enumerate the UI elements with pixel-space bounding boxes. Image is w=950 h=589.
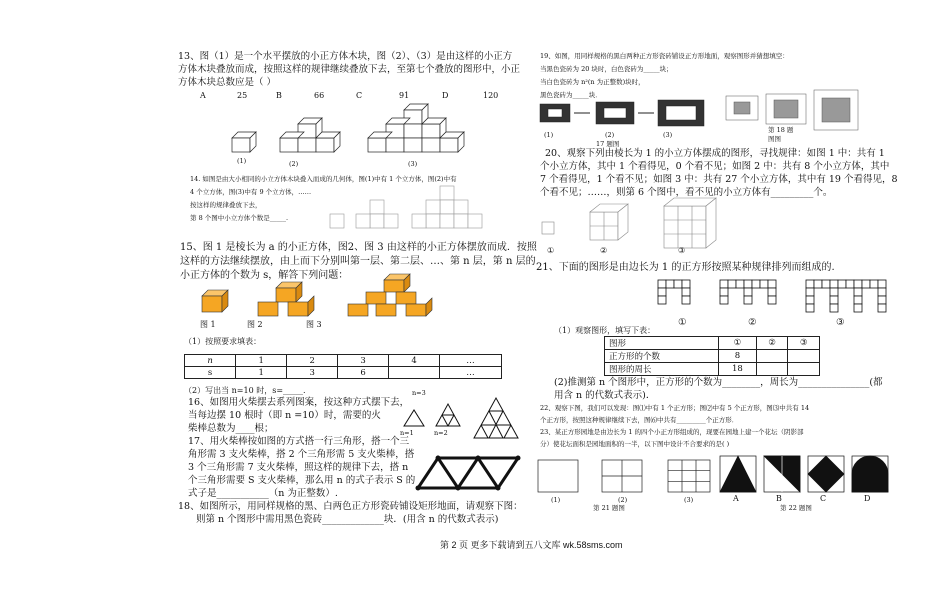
table-cell: 正方形的个数 bbox=[605, 350, 719, 363]
q23-line2: 分）使花坛面积是园地面积的一半，以下图中设计不合要求的是( ) bbox=[540, 440, 730, 448]
q23-option-c: C bbox=[820, 494, 827, 503]
q16-line1: 16、如图用火柴摆去系列图案，按这种方式摆下去， bbox=[188, 397, 410, 408]
q20-fig1-label: ① bbox=[547, 246, 555, 255]
table-cell: 图形 bbox=[605, 337, 719, 350]
table-cell: 6 bbox=[338, 367, 389, 379]
cube-staircase-figure bbox=[330, 178, 520, 238]
q21-subq2b: 用含 n 的代数式表示)． bbox=[554, 390, 656, 401]
q15-subq1: （1）按照要求填表： bbox=[184, 337, 262, 346]
q14-line3: 按这样的规律叠放下去， bbox=[190, 201, 262, 209]
q19-line1: 19、如图，用同样规格的黑白两种正方形瓷砖铺设正方形地面，观察图形并猜想填空： bbox=[540, 52, 789, 60]
table-row bbox=[605, 363, 820, 376]
q18-grid-figure bbox=[726, 90, 858, 130]
q22-line2: 个正方形，按照这种规律继续下去，图⑹中共有_________个正方形． bbox=[540, 416, 739, 424]
q23-fig2-label: (2) bbox=[618, 496, 628, 504]
q19-line3: 当白色瓷砖为 n²(n 为正整数)块时， bbox=[540, 78, 645, 86]
q15-line3: 小正方体的个数为 s，解答下列问题： bbox=[180, 270, 349, 281]
match-triangles-figure bbox=[394, 389, 528, 452]
q15-line2: 这样的方法继续摆放，由上而下分别叫第一层、第二层、…、第 n 层，第 n 层的 bbox=[180, 256, 536, 267]
q13-value-b: 66 bbox=[314, 91, 325, 100]
q23-option-a: A bbox=[733, 494, 739, 503]
table-row bbox=[185, 367, 502, 379]
q14-line4: 第 8 个图中小立方体个数是_____. bbox=[190, 214, 289, 222]
q22-line1: 22、观察下图，我们可以发现：图⑴中有 1 个正方形；图⑵中有 5 个正方形，图⑶中共有 14 bbox=[540, 404, 810, 412]
match-triangle-row-figure bbox=[412, 452, 528, 496]
q19-line2: 当黑色瓷砖为 20 块时，白色瓷砖为_____块； bbox=[540, 65, 673, 73]
q14-line1: 14. 如图是由大小相同的小立方体木块叠入而成的几何体，图(1)中有 1 个立方体，图(2)中有 bbox=[190, 175, 457, 183]
q21-subq2a: (2)推测第 n 个图形中，正方形的个数为________，周长为_______________(都 bbox=[554, 377, 883, 388]
q21-table bbox=[604, 336, 820, 376]
q19-line4: 黑色瓷砖为_____块． bbox=[540, 91, 602, 99]
page-footer: 第 2 页 更多下载请到五八文库 wk.58sms.com bbox=[440, 540, 623, 550]
q15-line1: 15、图 1 是棱长为 a 的小正方体，图2、图 3 由这样的小正方体摆放而成．按照 bbox=[180, 242, 537, 253]
q21-caption: 第 21 题图 bbox=[593, 504, 625, 512]
q20-line2: 个小立方体，其中 1 个看得见，0 个看不见；如图 2 中：共有 8 个小立方体，其中 bbox=[540, 161, 890, 172]
q15-fig3-label: 图 3 bbox=[306, 320, 322, 329]
q15-fig2-label: 图 2 bbox=[247, 320, 263, 329]
table-cell: … bbox=[440, 367, 502, 379]
q13-line1: 13、图（1）是一个水平摆放的小正方体木块，图（2）、（3）是由这样的小正方 bbox=[178, 51, 513, 62]
q17-line5: 式子是___________（n 为正整数）. bbox=[188, 488, 338, 499]
tile-patterns-figure bbox=[538, 100, 858, 146]
q13-option-c: C bbox=[356, 91, 363, 100]
flowerbed-options bbox=[720, 456, 888, 492]
square-comb-figure bbox=[656, 276, 896, 322]
table-cell: ① bbox=[719, 337, 757, 350]
table-cell: 图形的周长 bbox=[605, 363, 719, 376]
table-cell: ② bbox=[756, 337, 788, 350]
table-cell bbox=[756, 350, 788, 363]
table-cell bbox=[788, 350, 820, 363]
q20-fig3-label: ③ bbox=[678, 246, 686, 255]
q19-caption-18a: 第 18 题 bbox=[768, 126, 794, 134]
table-cell: 18 bbox=[719, 363, 757, 376]
table-cell bbox=[389, 367, 440, 379]
q19-caption-17: 17 题图 bbox=[596, 140, 620, 148]
q21-fig3-label: ③ bbox=[836, 317, 845, 328]
q13-value-a: 25 bbox=[237, 91, 248, 100]
square-grids-figure bbox=[536, 452, 896, 504]
q13-fig2-label: (2) bbox=[289, 160, 299, 168]
q23-option-b: B bbox=[776, 494, 782, 503]
q13-line3: 方体木块总数应是（ ） bbox=[178, 77, 277, 88]
q15-table bbox=[184, 354, 502, 379]
table-cell: 3 bbox=[338, 355, 389, 367]
q13-option-d: D bbox=[442, 91, 449, 100]
table-cell: 4 bbox=[389, 355, 440, 367]
q23-fig3-label: (3) bbox=[684, 496, 694, 504]
table-row bbox=[185, 355, 502, 367]
q20-fig2-label: ② bbox=[600, 246, 608, 255]
orange-cubes-figure bbox=[200, 278, 450, 322]
q17-line3: 3 个三角形需 7 支火柴棒，照这样的规律下去，搭 n bbox=[188, 462, 409, 473]
cube-blocks-figure bbox=[540, 200, 770, 252]
table-cell bbox=[756, 363, 788, 376]
q21-fig1-label: ① bbox=[678, 317, 687, 328]
q16-n1-label: n=1 bbox=[400, 429, 414, 437]
table-cell bbox=[788, 363, 820, 376]
table-cell: 2 bbox=[287, 355, 338, 367]
q13-value-d: 120 bbox=[483, 91, 499, 100]
q23-fig1-label: (1) bbox=[551, 496, 561, 504]
q19-caption-18b: 图图 bbox=[768, 135, 781, 143]
table-cell: ③ bbox=[788, 337, 820, 350]
q19-fig2-label: (2) bbox=[605, 131, 615, 139]
q17-line4: 个三角形需要 S 支火柴棒，那么用 n 的式子表示 S 的 bbox=[188, 475, 416, 486]
table-cell: 8 bbox=[719, 350, 757, 363]
q23-line1: 23、某正方形园地是由边长为 1 的四个小正方形组成的，现要在园地上建一个花坛（阴影部 bbox=[540, 428, 804, 436]
stacked-cubes-figure bbox=[228, 108, 458, 168]
q21-fig2-label: ② bbox=[748, 317, 757, 328]
q16-line2: 当每边摆 10 根时（即 n =10）时，需要的火 bbox=[188, 410, 381, 421]
q19-fig1-label: (1) bbox=[544, 131, 554, 139]
q21-subq1: （1）观察图形，填写下表： bbox=[554, 326, 656, 335]
q14-line2: 4 个立方体，图(3)中有 9 个立方体，…… bbox=[190, 188, 312, 196]
q17-line2: 角形需 3 支火柴棒，搭 2 个三角形需 5 支火柴棒，搭 bbox=[188, 449, 415, 460]
table-row bbox=[605, 350, 820, 363]
q16-n3-label: n=3 bbox=[412, 389, 426, 397]
q23-option-d: D bbox=[864, 494, 871, 503]
q20-line1: 20、观察下列由棱长为 1 的小立方体摆成的图形，寻找规律：如图 1 中：共有 1 bbox=[545, 148, 885, 159]
q18-line1: 18、如图所示，用同样规格的黑、白两色正方形瓷砖铺设矩形地面，请观察下图： bbox=[178, 501, 523, 512]
table-cell: 1 bbox=[236, 355, 287, 367]
q20-line3: 7 个看得见，1 个看不见；如图 3 中：共有 27 个小立方体，其中有 19 个看得见，8 bbox=[540, 174, 898, 185]
q13-line2: 方体木块叠放而成，按照这样的规律继续叠放下去，至第七个叠放的图形中，小正 bbox=[178, 64, 521, 75]
q15-subq2: （2）写出当 n=10 时，s=_____. bbox=[184, 386, 306, 395]
q13-value-c: 91 bbox=[399, 91, 410, 100]
q16-n2-label: n=2 bbox=[434, 429, 448, 437]
q15-fig1-label: 图 1 bbox=[200, 320, 216, 329]
q21-line1: 21、下面的图形是由边长为 1 的正方形按照某种规律排列而组成的. bbox=[536, 262, 835, 273]
table-cell: 1 bbox=[236, 367, 287, 379]
q16-line3: 柴棒总数为____根； bbox=[188, 423, 274, 434]
table-cell: s bbox=[185, 367, 236, 379]
q13-option-b: B bbox=[276, 91, 282, 100]
table-cell: 3 bbox=[287, 367, 338, 379]
q22-caption: 第 22 题图 bbox=[780, 504, 812, 512]
q18-line2: 则第 n 个图形中需用黑色瓷砖_____________块．(用含 n 的代数式表示) bbox=[196, 514, 499, 525]
q13-option-a: A bbox=[200, 91, 206, 100]
q17-line1: 17、用火柴棒按如图的方式搭一行三角形，搭一个三 bbox=[188, 436, 410, 447]
q13-fig1-label: (1) bbox=[237, 157, 247, 165]
q19-fig3-label: (3) bbox=[663, 131, 673, 139]
table-cell: n bbox=[185, 355, 236, 367]
q13-fig3-label: (3) bbox=[408, 160, 418, 168]
table-cell: … bbox=[440, 355, 502, 367]
q20-line4: 个看不见；……，则第 6 个图中，看不见的小立方体有_________个。 bbox=[540, 187, 833, 198]
table-row bbox=[605, 337, 820, 350]
